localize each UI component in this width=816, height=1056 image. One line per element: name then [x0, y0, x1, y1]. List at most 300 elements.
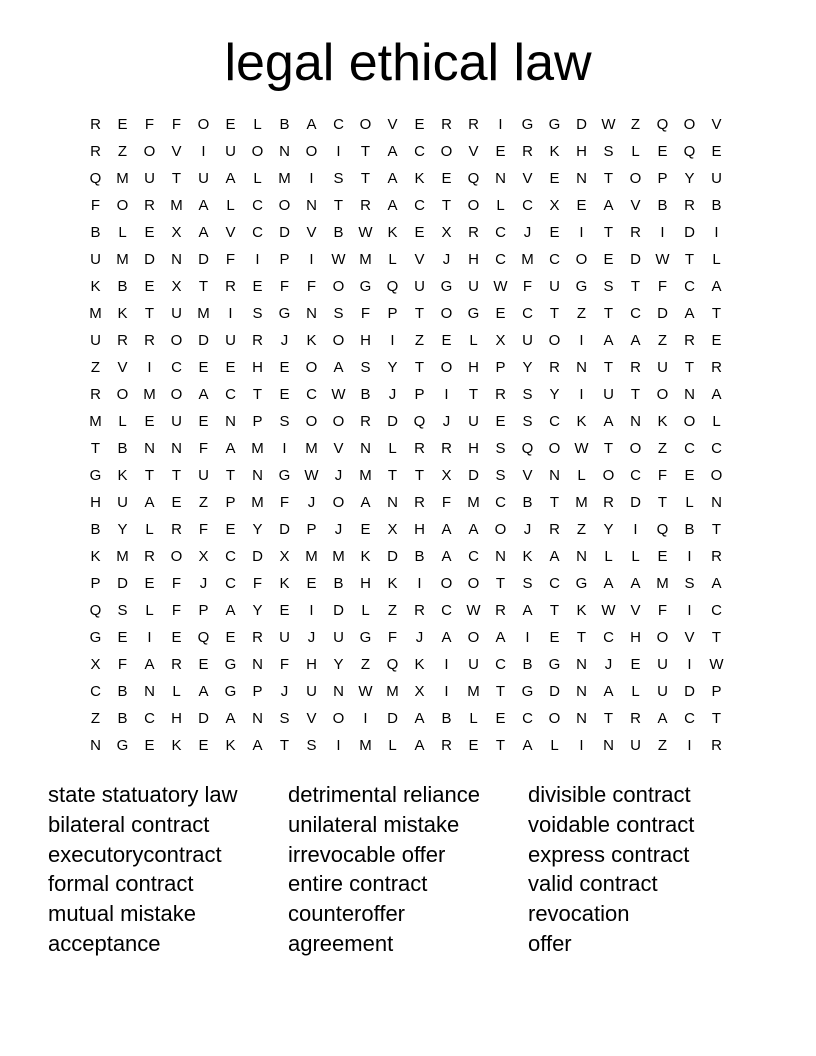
grid-letter: B [657, 197, 668, 214]
grid-letter: O [251, 143, 264, 160]
word-item: valid contract [528, 871, 658, 897]
grid-letter: P [414, 386, 425, 403]
grid-letter: L [172, 683, 181, 700]
grid-letter: O [170, 332, 183, 349]
grid-letter: F [171, 602, 182, 619]
grid-letter: Q [89, 602, 102, 619]
grid-letter: A [711, 278, 722, 295]
grid-letter: V [117, 359, 128, 376]
grid-letter: I [282, 440, 287, 457]
grid-letter: F [279, 656, 290, 673]
grid-letter: E [414, 116, 425, 133]
grid-letter: E [198, 359, 209, 376]
grid-letter: B [333, 224, 344, 241]
grid-letter: D [576, 116, 587, 133]
grid-letter: F [306, 278, 317, 295]
grid-letter: R [603, 494, 614, 511]
grid-letter: E [225, 116, 236, 133]
grid-letter: J [415, 629, 424, 646]
grid-letter: G [89, 467, 102, 484]
grid-letter: T [549, 602, 560, 619]
grid-letter: O [575, 251, 588, 268]
word-item: entire contract [288, 871, 428, 897]
grid-letter: T [603, 710, 614, 727]
grid-letter: F [117, 656, 128, 673]
grid-letter: C [684, 710, 695, 727]
grid-letter: H [468, 251, 479, 268]
grid-letter: A [414, 710, 425, 727]
grid-letter: E [144, 413, 155, 430]
grid-letter: T [711, 710, 722, 727]
grid-letter: A [711, 575, 722, 592]
grid-letter: R [144, 197, 155, 214]
grid-letter: T [225, 467, 236, 484]
grid-letter: J [280, 683, 289, 700]
grid-row [82, 435, 730, 462]
grid-letter: E [711, 332, 722, 349]
grid-letter: I [444, 656, 449, 673]
grid-letter: R [630, 710, 641, 727]
grid-letter: R [711, 737, 722, 754]
grid-letter: X [414, 683, 425, 700]
grid-letter: E [414, 224, 425, 241]
grid-letter: B [90, 224, 101, 241]
grid-letter: K [387, 575, 398, 592]
grid-letter: J [307, 494, 316, 511]
grid-letter: H [576, 143, 587, 160]
grid-letter: Z [90, 710, 101, 727]
grid-letter: E [144, 224, 155, 241]
grid-letter: Z [90, 359, 101, 376]
grid-letter: I [579, 224, 584, 241]
grid-letter: J [523, 521, 532, 538]
grid-letter: K [549, 143, 560, 160]
grid-letter: A [198, 224, 209, 241]
grid-letter: E [468, 737, 479, 754]
grid-letter: C [333, 116, 344, 133]
grid-letter: T [468, 386, 479, 403]
grid-letter: O [629, 170, 642, 187]
grid-letter: O [602, 467, 615, 484]
grid-letter: P [657, 170, 668, 187]
grid-letter: T [630, 278, 641, 295]
grid-letter: C [171, 359, 182, 376]
grid-letter: Z [117, 143, 128, 160]
grid-letter: P [90, 575, 101, 592]
grid-letter: F [252, 575, 263, 592]
grid-letter: T [576, 629, 587, 646]
word-item: agreement [288, 930, 394, 956]
grid-letter: R [90, 386, 101, 403]
grid-letter: I [525, 629, 530, 646]
grid-letter: N [576, 548, 587, 565]
grid-row [82, 246, 730, 273]
grid-letter: L [550, 737, 559, 754]
grid-letter: A [603, 413, 614, 430]
grid-letter: C [549, 575, 560, 592]
word-item: acceptance [48, 930, 161, 956]
grid-letter: E [576, 197, 587, 214]
word-item: executorycontract [48, 841, 222, 867]
grid-letter: U [414, 278, 425, 295]
grid-letter: W [493, 278, 508, 295]
grid-row [82, 354, 730, 381]
grid-letter: N [90, 737, 101, 754]
grid-letter: S [279, 710, 290, 727]
grid-letter: D [387, 413, 398, 430]
grid-letter: F [657, 602, 668, 619]
grid-letter: I [390, 332, 395, 349]
grid-letter: U [630, 737, 641, 754]
grid-row [82, 138, 730, 165]
grid-letter: G [224, 656, 237, 673]
grid-letter: R [252, 629, 263, 646]
grid-letter: M [305, 548, 318, 565]
grid-letter: Y [252, 602, 263, 619]
grid-letter: Z [576, 521, 587, 538]
grid-letter: R [441, 440, 452, 457]
grid-letter: V [468, 143, 479, 160]
grid-letter: E [441, 332, 452, 349]
grid-letter: E [144, 278, 155, 295]
grid-letter: T [495, 683, 506, 700]
grid-letter: R [630, 224, 641, 241]
grid-letter: Q [656, 521, 669, 538]
grid-letter: C [225, 548, 236, 565]
grid-letter: C [225, 575, 236, 592]
grid-letter: A [630, 332, 641, 349]
grid-letter: A [684, 305, 695, 322]
grid-letter: A [144, 656, 155, 673]
grid-letter: O [143, 143, 156, 160]
grid-letter: P [252, 413, 263, 430]
grid-letter: E [549, 629, 560, 646]
grid-letter: R [549, 521, 560, 538]
grid-letter: S [279, 413, 290, 430]
grid-letter: B [711, 197, 722, 214]
grid-letter: N [171, 251, 182, 268]
grid-letter: R [468, 224, 479, 241]
grid-row [82, 300, 730, 327]
grid-letter: O [656, 386, 669, 403]
grid-letter: Q [683, 143, 696, 160]
word-item: formal contract [48, 871, 194, 897]
grid-letter: A [387, 170, 398, 187]
grid-letter: N [306, 197, 317, 214]
grid-letter: D [117, 575, 128, 592]
grid-letter: B [360, 386, 371, 403]
grid-letter: F [657, 278, 668, 295]
grid-letter: Q [521, 440, 534, 457]
grid-row [82, 165, 730, 192]
grid-letter: I [147, 629, 152, 646]
grid-letter: I [579, 386, 584, 403]
grid-letter: O [656, 629, 669, 646]
grid-letter: J [280, 332, 289, 349]
grid-letter: W [601, 602, 616, 619]
grid-letter: C [441, 602, 452, 619]
grid-letter: J [442, 413, 451, 430]
grid-letter: J [334, 521, 343, 538]
grid-letter: E [306, 575, 317, 592]
grid-letter: A [198, 197, 209, 214]
grid-letter: X [171, 224, 182, 241]
grid-letter: E [684, 467, 695, 484]
grid-row [82, 651, 730, 678]
grid-letter: R [414, 440, 425, 457]
grid-letter: C [225, 386, 236, 403]
grid-letter: N [171, 440, 182, 457]
grid-letter: D [387, 710, 398, 727]
grid-letter: M [251, 440, 264, 457]
grid-letter: T [414, 359, 425, 376]
grid-letter: R [630, 359, 641, 376]
grid-letter: I [579, 737, 584, 754]
grid-letter: P [387, 305, 398, 322]
grid-letter: L [631, 683, 640, 700]
grid-letter: X [90, 656, 101, 673]
grid-letter: C [684, 278, 695, 295]
grid-letter: E [495, 413, 506, 430]
grid-letter: I [309, 170, 314, 187]
grid-letter: P [198, 602, 209, 619]
grid-letter: C [495, 656, 506, 673]
grid-letter: R [549, 359, 560, 376]
grid-row [82, 678, 730, 705]
grid-letter: E [171, 494, 182, 511]
grid-letter: V [414, 251, 425, 268]
grid-letter: A [603, 197, 614, 214]
grid-letter: I [687, 602, 692, 619]
grid-letter: I [687, 548, 692, 565]
grid-letter: S [252, 305, 263, 322]
grid-letter: R [171, 656, 182, 673]
grid-letter: A [603, 332, 614, 349]
word-column [288, 780, 528, 959]
grid-row [82, 381, 730, 408]
grid-letter: Q [386, 278, 399, 295]
grid-letter: U [225, 143, 236, 160]
grid-letter: B [279, 116, 290, 133]
grid-letter: F [90, 197, 101, 214]
grid-letter: U [306, 683, 317, 700]
grid-letter: O [278, 197, 291, 214]
grid-letter: H [468, 440, 479, 457]
grid-letter: I [444, 683, 449, 700]
grid-letter: R [414, 494, 425, 511]
grid-letter: R [117, 332, 128, 349]
grid-letter: Z [360, 656, 371, 673]
grid-letter: K [90, 278, 101, 295]
grid-letter: O [116, 197, 129, 214]
grid-letter: G [278, 305, 291, 322]
grid-letter: T [495, 737, 506, 754]
grid-letter: N [495, 548, 506, 565]
grid-letter: N [252, 656, 263, 673]
grid-letter: L [388, 737, 397, 754]
grid-letter: K [117, 467, 128, 484]
grid-letter: T [360, 143, 371, 160]
grid-letter: R [414, 602, 425, 619]
grid-letter: A [522, 737, 533, 754]
grid-letter: C [495, 251, 506, 268]
grid-letter: C [630, 467, 641, 484]
grid-letter: Q [386, 656, 399, 673]
grid-letter: T [252, 386, 263, 403]
grid-letter: O [683, 413, 696, 430]
grid-letter: Z [198, 494, 209, 511]
grid-letter: D [657, 305, 668, 322]
grid-letter: C [144, 710, 155, 727]
word-item: divisible contract [528, 782, 691, 807]
grid-letter: C [306, 386, 317, 403]
grid-letter: K [387, 224, 398, 241]
grid-letter: L [388, 251, 397, 268]
grid-letter: A [225, 602, 236, 619]
word-item: irrevocable offer [288, 841, 446, 867]
grid-letter: B [117, 683, 128, 700]
grid-letter: Z [630, 116, 641, 133]
grid-letter: O [440, 143, 453, 160]
grid-letter: D [387, 548, 398, 565]
grid-letter: U [657, 359, 668, 376]
grid-letter: K [576, 413, 587, 430]
grid-letter: L [361, 602, 370, 619]
grid-letter: R [711, 359, 722, 376]
grid-letter: O [305, 143, 318, 160]
grid-row [82, 408, 730, 435]
grid-letter: E [630, 656, 641, 673]
grid-letter: D [198, 251, 209, 268]
grid-letter: Y [387, 359, 398, 376]
grid-letter: U [171, 413, 182, 430]
grid-letter: I [309, 251, 314, 268]
grid-letter: E [495, 710, 506, 727]
grid-row [82, 327, 730, 354]
grid-letter: M [170, 197, 183, 214]
grid-letter: X [198, 548, 209, 565]
grid-letter: V [306, 710, 317, 727]
grid-letter: O [332, 494, 345, 511]
grid-letter: R [684, 197, 695, 214]
grid-letter: E [144, 737, 155, 754]
grid-letter: L [631, 143, 640, 160]
grid-letter: T [414, 305, 425, 322]
grid-letter: D [684, 683, 695, 700]
grid-letter: O [548, 332, 561, 349]
grid-letter: N [630, 413, 641, 430]
grid-letter: P [252, 683, 263, 700]
grid-letter: A [198, 386, 209, 403]
grid-letter: C [603, 629, 614, 646]
grid-letter: R [495, 386, 506, 403]
grid-letter: T [198, 278, 209, 295]
letter-grid [82, 111, 730, 759]
grid-letter: I [363, 710, 368, 727]
word-item: detrimental reliance [288, 782, 480, 807]
grid-letter: T [414, 467, 425, 484]
grid-letter: E [225, 521, 236, 538]
grid-letter: Z [657, 332, 668, 349]
grid-letter: M [359, 737, 372, 754]
grid-letter: I [687, 737, 692, 754]
grid-letter: A [549, 548, 560, 565]
grid-letter: T [603, 305, 614, 322]
grid-letter: N [711, 494, 722, 511]
grid-letter: A [198, 683, 209, 700]
grid-letter: I [579, 332, 584, 349]
grid-letter: R [90, 143, 101, 160]
grid-letter: U [90, 332, 101, 349]
grid-letter: B [117, 278, 128, 295]
grid-letter: N [576, 656, 587, 673]
grid-letter: C [90, 683, 101, 700]
grid-letter: K [522, 548, 533, 565]
grid-letter: L [145, 521, 154, 538]
grid-letter: M [467, 683, 480, 700]
grid-letter: N [144, 440, 155, 457]
grid-letter: I [201, 143, 206, 160]
grid-letter: D [684, 224, 695, 241]
grid-letter: A [225, 440, 236, 457]
grid-letter: H [630, 629, 641, 646]
grid-letter: O [683, 116, 696, 133]
grid-letter: F [360, 305, 371, 322]
grid-letter: E [441, 170, 452, 187]
grid-letter: I [309, 602, 314, 619]
word-item: unilateral mistake [288, 811, 460, 837]
grid-letter: F [441, 494, 452, 511]
grid-letter: X [171, 278, 182, 295]
grid-letter: W [331, 251, 346, 268]
grid-letter: M [332, 548, 345, 565]
grid-letter: O [170, 548, 183, 565]
grid-letter: T [603, 224, 614, 241]
grid-letter: X [549, 197, 560, 214]
grid-letter: N [576, 170, 587, 187]
grid-letter: T [603, 170, 614, 187]
grid-letter: S [495, 440, 506, 457]
word-item: mutual mistake [48, 901, 196, 927]
grid-letter: H [468, 359, 479, 376]
grid-letter: M [305, 440, 318, 457]
grid-letter: O [494, 521, 507, 538]
grid-letter: D [468, 467, 479, 484]
grid-letter: N [144, 683, 155, 700]
grid-letter: B [522, 494, 533, 511]
grid-letter: A [603, 575, 614, 592]
grid-letter: T [144, 467, 155, 484]
grid-letter: U [333, 629, 344, 646]
grid-letter: H [360, 332, 371, 349]
grid-letter: B [117, 710, 128, 727]
grid-letter: G [224, 683, 237, 700]
grid-row [82, 705, 730, 732]
grid-letter: C [522, 305, 533, 322]
grid-letter: V [522, 170, 533, 187]
grid-letter: I [714, 224, 719, 241]
grid-letter: P [279, 251, 290, 268]
grid-letter: O [332, 710, 345, 727]
grid-letter: S [522, 386, 533, 403]
grid-letter: C [711, 440, 722, 457]
grid-letter: M [359, 467, 372, 484]
grid-letter: T [333, 197, 344, 214]
grid-letter: N [225, 413, 236, 430]
grid-letter: A [441, 629, 452, 646]
grid-letter: N [603, 737, 614, 754]
grid-letter: A [468, 521, 479, 538]
